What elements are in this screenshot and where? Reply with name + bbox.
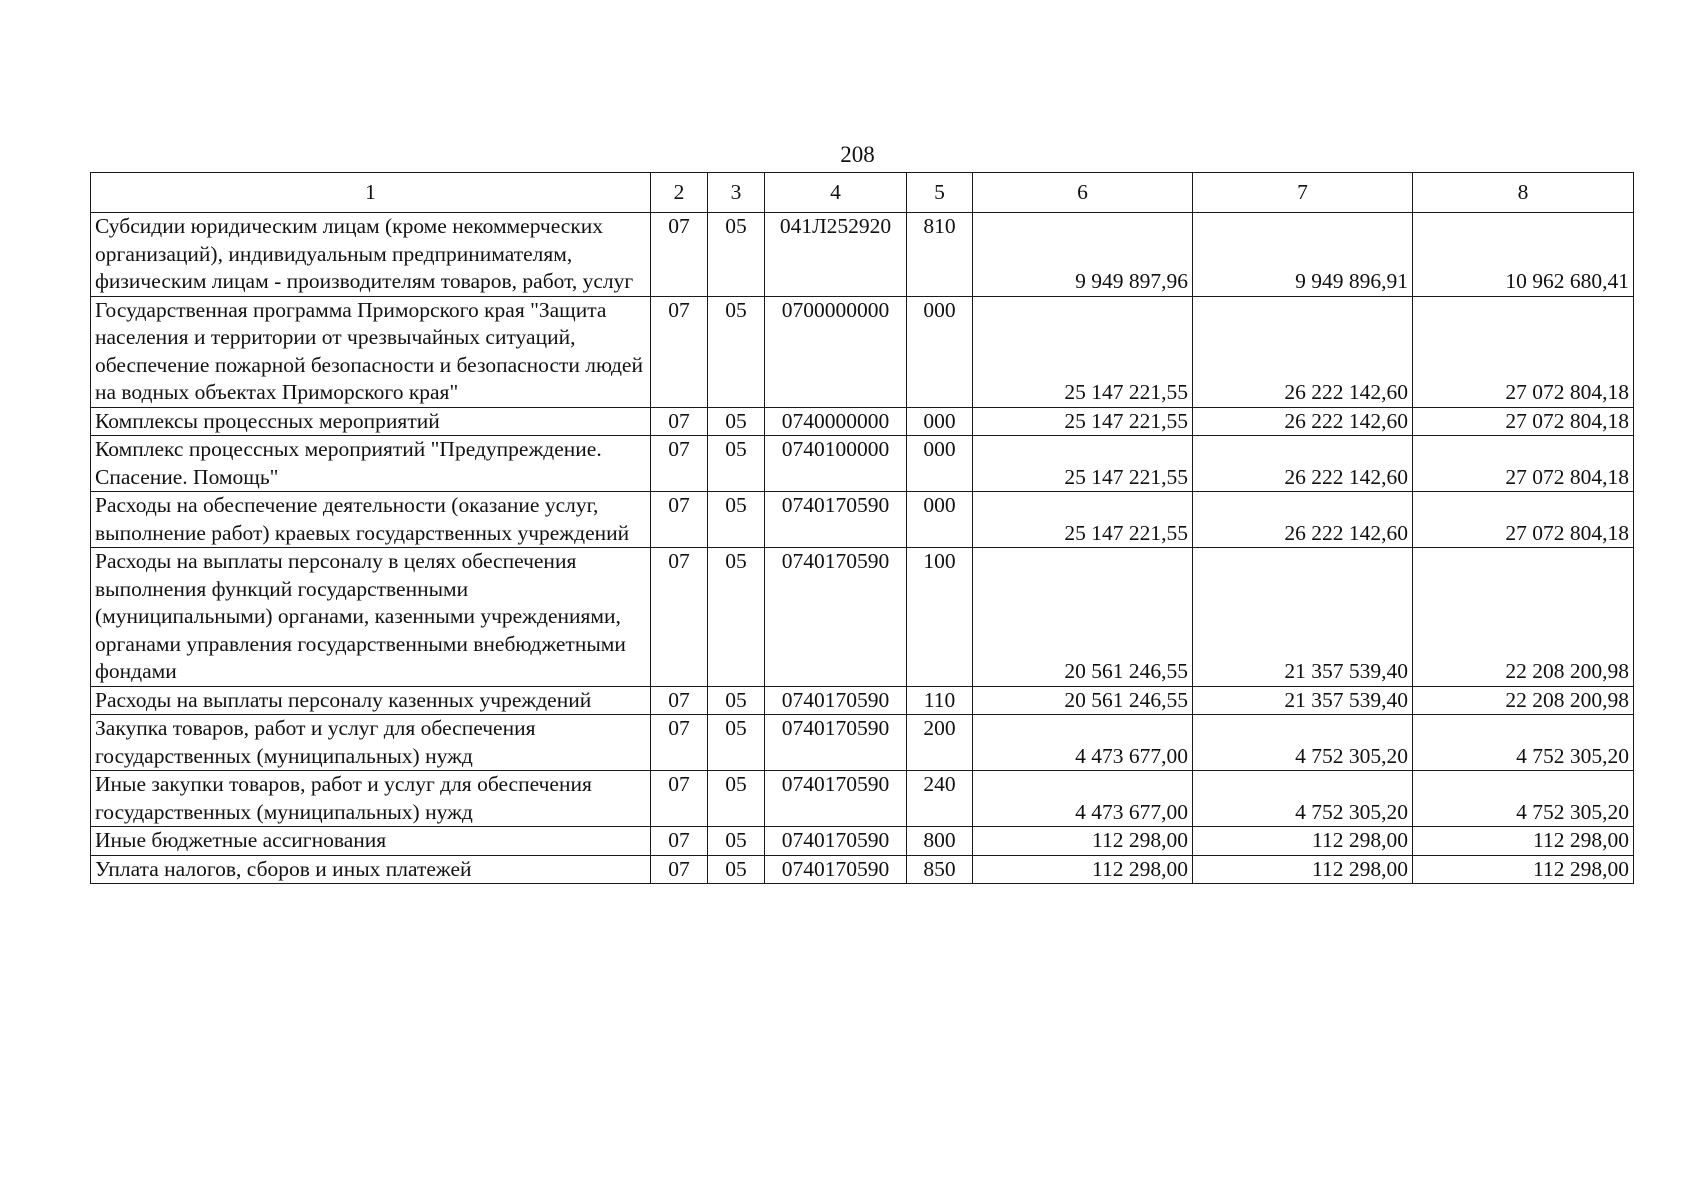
row-amount-col8: 10 962 680,41: [1413, 213, 1634, 297]
row-target-article: 0740170590: [765, 715, 907, 771]
row-target-article: 0740170590: [765, 855, 907, 884]
row-subsection-code: 05: [708, 686, 765, 715]
table-row: [91, 213, 1634, 297]
row-expense-type: 200: [907, 715, 973, 771]
row-name: Расходы на выплаты персоналу в целях обеспечения выполнения функций государственными (муниципальными) органами, казенными учреждениями, органами управления государственными внебюджетными фондами: [91, 548, 651, 687]
column-header-2: 2: [651, 173, 708, 213]
row-amount-col7: 26 222 142,60: [1193, 296, 1413, 407]
row-section-code: 07: [651, 715, 708, 771]
column-header-5: 5: [907, 173, 973, 213]
page-number: 208: [840, 142, 875, 167]
row-amount-col6: 4 473 677,00: [973, 715, 1193, 771]
row-amount-col7: 21 357 539,40: [1193, 686, 1413, 715]
table-row: [91, 771, 1634, 827]
row-target-article: 0740170590: [765, 771, 907, 827]
row-subsection-code: 05: [708, 296, 765, 407]
table-row: [91, 855, 1634, 884]
row-target-article: 0740170590: [765, 492, 907, 548]
row-target-article: 0740170590: [765, 548, 907, 687]
row-amount-col6: 20 561 246,55: [973, 686, 1193, 715]
row-amount-col7: 9 949 896,91: [1193, 213, 1413, 297]
row-subsection-code: 05: [708, 827, 765, 856]
row-subsection-code: 05: [708, 407, 765, 436]
column-header-6: 6: [973, 173, 1193, 213]
table-row: [91, 296, 1634, 407]
row-amount-col6: 112 298,00: [973, 827, 1193, 856]
row-subsection-code: 05: [708, 855, 765, 884]
row-amount-col7: 112 298,00: [1193, 855, 1413, 884]
row-expense-type: 800: [907, 827, 973, 856]
table-row: [91, 715, 1634, 771]
row-expense-type: 000: [907, 436, 973, 492]
table-row: [91, 436, 1634, 492]
row-target-article: 0740100000: [765, 436, 907, 492]
row-subsection-code: 05: [708, 771, 765, 827]
row-subsection-code: 05: [708, 436, 765, 492]
row-amount-col7: 26 222 142,60: [1193, 407, 1413, 436]
row-amount-col8: 27 072 804,18: [1413, 296, 1634, 407]
column-header-1: 1: [91, 173, 651, 213]
row-amount-col6: 25 147 221,55: [973, 296, 1193, 407]
row-subsection-code: 05: [708, 492, 765, 548]
row-name: Иные бюджетные ассигнования: [91, 827, 651, 856]
row-target-article: 0740170590: [765, 686, 907, 715]
row-amount-col8: 4 752 305,20: [1413, 715, 1634, 771]
row-expense-type: 240: [907, 771, 973, 827]
row-name: Расходы на выплаты персоналу казенных учреждений: [91, 686, 651, 715]
row-amount-col6: 25 147 221,55: [973, 492, 1193, 548]
row-expense-type: 000: [907, 296, 973, 407]
row-target-article: 0740170590: [765, 827, 907, 856]
table-row: [91, 548, 1634, 687]
row-amount-col6: 20 561 246,55: [973, 548, 1193, 687]
row-name: Расходы на обеспечение деятельности (оказание услуг, выполнение работ) краевых государственных учреждений: [91, 492, 651, 548]
row-section-code: 07: [651, 548, 708, 687]
row-amount-col7: 4 752 305,20: [1193, 715, 1413, 771]
row-section-code: 07: [651, 407, 708, 436]
row-amount-col8: 27 072 804,18: [1413, 492, 1634, 548]
row-amount-col7: 112 298,00: [1193, 827, 1413, 856]
row-expense-type: 810: [907, 213, 973, 297]
row-amount-col8: 112 298,00: [1413, 827, 1634, 856]
row-section-code: 07: [651, 296, 708, 407]
table-row: [91, 407, 1634, 436]
row-amount-col6: 25 147 221,55: [973, 407, 1193, 436]
row-amount-col8: 27 072 804,18: [1413, 436, 1634, 492]
row-section-code: 07: [651, 686, 708, 715]
row-amount-col8: 22 208 200,98: [1413, 686, 1634, 715]
row-section-code: 07: [651, 771, 708, 827]
row-expense-type: 000: [907, 492, 973, 548]
row-amount-col6: 4 473 677,00: [973, 771, 1193, 827]
row-amount-col6: 9 949 897,96: [973, 213, 1193, 297]
row-section-code: 07: [651, 492, 708, 548]
row-section-code: 07: [651, 827, 708, 856]
row-expense-type: 000: [907, 407, 973, 436]
row-name: Иные закупки товаров, работ и услуг для обеспечения государственных (муниципальных) нужд: [91, 771, 651, 827]
row-name: Субсидии юридическим лицам (кроме некоммерческих организаций), индивидуальным предпринимателям, физическим лицам - производителям товаров, работ, услуг: [91, 213, 651, 297]
column-header-4: 4: [765, 173, 907, 213]
table-row: [91, 492, 1634, 548]
row-name: Комплекс процессных мероприятий "Предупреждение. Спасение. Помощь": [91, 436, 651, 492]
row-expense-type: 110: [907, 686, 973, 715]
row-amount-col8: 112 298,00: [1413, 855, 1634, 884]
row-amount-col7: 4 752 305,20: [1193, 771, 1413, 827]
table-body: [91, 173, 1634, 884]
row-section-code: 07: [651, 436, 708, 492]
header-row: [91, 173, 1634, 213]
row-target-article: 0740000000: [765, 407, 907, 436]
row-section-code: 07: [651, 213, 708, 297]
row-name: Комплексы процессных мероприятий: [91, 407, 651, 436]
column-header-8: 8: [1413, 173, 1634, 213]
table-row: [91, 827, 1634, 856]
row-amount-col8: 27 072 804,18: [1413, 407, 1634, 436]
row-amount-col6: 25 147 221,55: [973, 436, 1193, 492]
row-subsection-code: 05: [708, 548, 765, 687]
table-row: [91, 686, 1634, 715]
column-header-3: 3: [708, 173, 765, 213]
row-amount-col6: 112 298,00: [973, 855, 1193, 884]
row-name: Уплата налогов, сборов и иных платежей: [91, 855, 651, 884]
row-subsection-code: 05: [708, 715, 765, 771]
row-subsection-code: 05: [708, 213, 765, 297]
row-name: Закупка товаров, работ и услуг для обеспечения государственных (муниципальных) нужд: [91, 715, 651, 771]
row-target-article: 0700000000: [765, 296, 907, 407]
row-amount-col7: 26 222 142,60: [1193, 436, 1413, 492]
row-section-code: 07: [651, 855, 708, 884]
row-amount-col8: 22 208 200,98: [1413, 548, 1634, 687]
budget-table: [90, 172, 1634, 884]
row-amount-col7: 26 222 142,60: [1193, 492, 1413, 548]
column-header-7: 7: [1193, 173, 1413, 213]
row-name: Государственная программа Приморского края "Защита населения и территории от чрезвычайных ситуаций, обеспечение пожарной безопасности и безопасности людей на водных объектах Приморского края": [91, 296, 651, 407]
row-amount-col7: 21 357 539,40: [1193, 548, 1413, 687]
row-target-article: 041Л252920: [765, 213, 907, 297]
row-expense-type: 850: [907, 855, 973, 884]
row-amount-col8: 4 752 305,20: [1413, 771, 1634, 827]
row-expense-type: 100: [907, 548, 973, 687]
